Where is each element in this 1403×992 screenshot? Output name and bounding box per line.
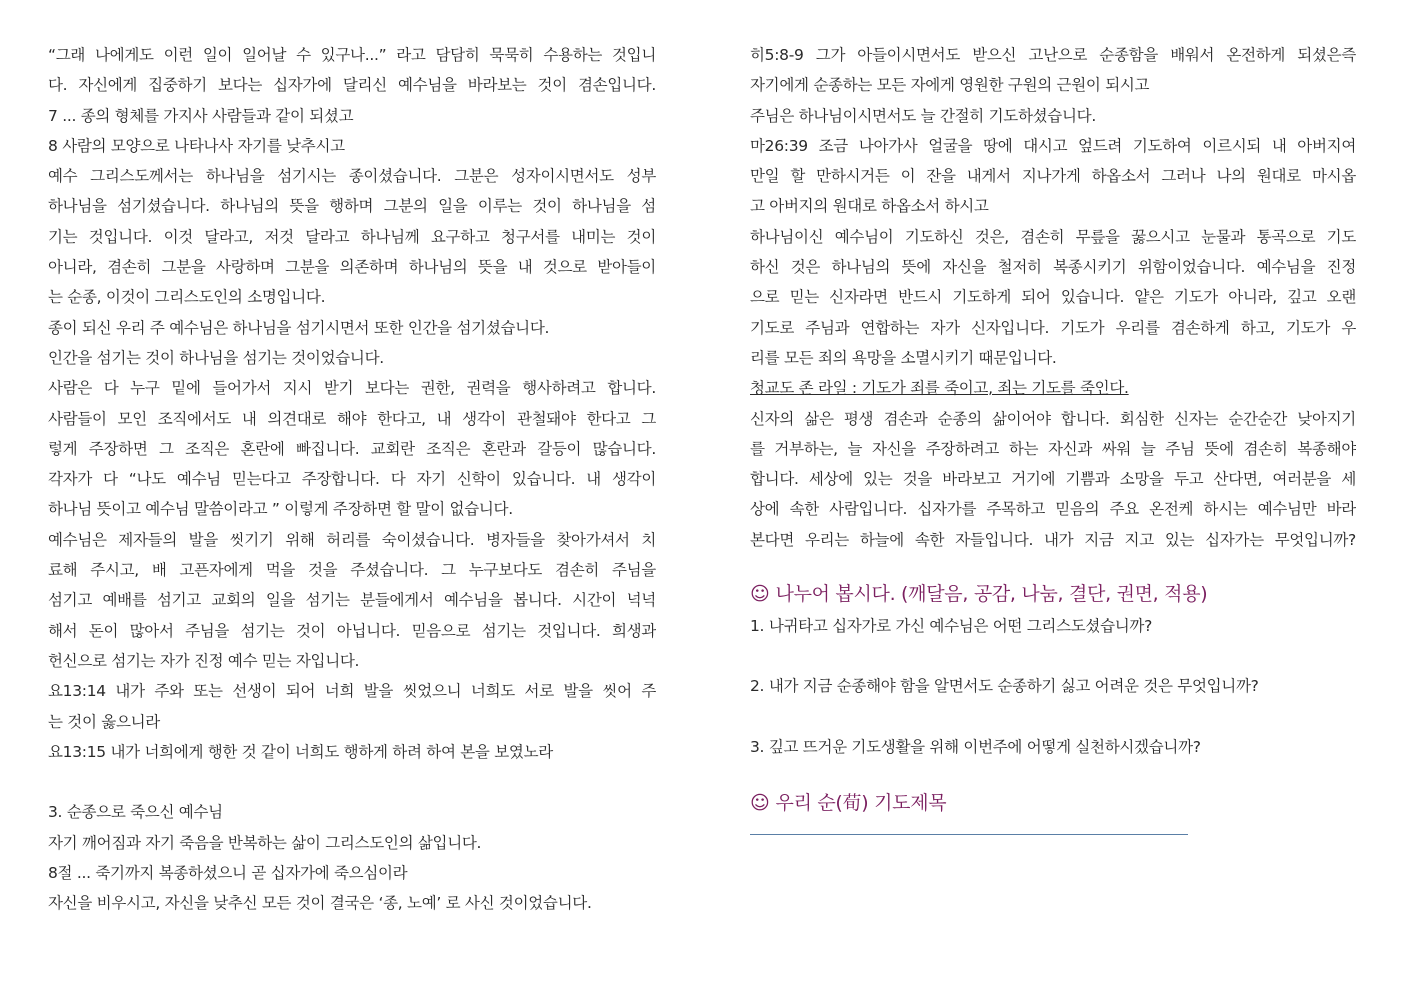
question-1: 1. 나귀타고 십자가로 가신 예수님은 어떤 그리스도셨습니까? [750,617,1153,636]
body-line: 렇게 주장하면 그 조직은 혼란에 빠집니다. 교회란 조직은 혼란과 갈등이 많습니다. [48,439,656,458]
scripture-line: 는 것이 옳으니라 [48,712,160,731]
body-line: 사람은 다 누구 밑에 들어가서 지시 받기 보다는 권한, 권력을 행사하려고 합니다. [48,379,656,398]
body-line: “그래 나에게도 이런 일이 일어날 수 있구나...” 라고 담담히 묵묵히 수용하는 것입니 [48,46,656,64]
body-line: 예수 그리스도께서는 하나님을 섬기시는 종이셨습니다. 그분은 성자이시면서도 성부 [48,167,656,186]
prayer-heading-text: 우리 순(荀) 기도제목 [775,791,947,814]
body-line: 주님은 하나님이시면서도 늘 간절히 기도하셨습니다. [750,106,1096,125]
body-line: 신자의 삶은 평생 겸손과 순종의 삶이어야 합니다. 회심한 신자는 순간순간 낮아지기 [750,409,1356,428]
prayer-heading [750,786,1356,820]
body-line: 다. 자신에게 집중하기 보다는 십자가에 달리신 예수님을 바라보는 것이 겸손입니다. [48,76,656,95]
underlined-quote: 청교도 존 라일 : 기도가 죄를 죽이고, 죄는 기도를 죽인다. [750,379,1129,398]
blank-line [48,767,656,797]
body-line: 상에 속한 사람입니다. 십자가를 주목하고 믿음의 주요 온전케 하시는 예수님만 바라 [750,500,1356,519]
quote-line [750,373,1356,403]
body-line: 는 순종, 이것이 그리스도인의 소명입니다. [48,288,326,307]
question-2: 2. 내가 지금 순종해야 함을 알면서도 순종하기 싫고 어려운 것은 무엇입니까? [750,677,1259,696]
scripture-line: 마26:39 조금 나아가사 얼굴을 땅에 대시고 엎드려 기도하여 이르시되 내 아버지여 [750,136,1356,155]
prayer-writing-rule [750,834,1188,835]
scripture-line: 고 아버지의 원대로 하옵소서 하시고 [750,197,989,216]
body-line: 사람들이 모인 조직에서도 내 의견대로 해야 한다고, 내 생각이 관철돼야 한다고 그 [48,409,656,428]
body-line: 인간을 섬기는 것이 하나님을 섬기는 것이었습니다. [48,348,384,367]
smiley-icon: ☺ [750,791,770,814]
scripture-line: 8 사람의 모양으로 나타나사 자기를 낮추시고 [48,136,345,155]
body-line: 하신 것은 하나님의 뜻에 자신을 철저히 복종시키기 위함이었습니다. 예수님을 진정 [750,258,1356,277]
body-line: 종이 되신 우리 주 예수님은 하나님을 섬기시면서 또한 인간을 섬기셨습니다. [48,318,550,337]
body-line: 기도로 주님과 연합하는 자가 신자입니다. 기도가 우리를 겸손하게 하고, 기도가 우 [750,318,1356,337]
body-line: 료해 주시고, 배 고픈자에게 먹을 것을 주셨습니다. 그 누구보다도 겸손히 주님을 [48,561,656,580]
question-3: 3. 깊고 뜨거운 기도생활을 위해 이번주에 어떻게 실천하시겠습니까? [750,737,1201,756]
body-line: 섬기고 예배를 섬기고 교회의 일을 섬기는 분들에게서 예수님을 봅니다. 시간이 넉넉 [48,591,656,610]
body-line: 으로 믿는 신자라면 반드시 기도하게 되어 있습니다. 얕은 기도가 아니라, 깊고 오랜 [750,288,1356,307]
left-column [48,40,656,919]
share-heading-text: 나누어 봅시다. (깨달음, 공감, 나눔, 결단, 권면, 적용) [775,583,1208,606]
scripture-line: 요13:15 내가 너희에게 행한 것 같이 너희도 행하게 하려 하여 본을 보였노라 [48,742,553,761]
scripture-line: 요13:14 내가 주와 또는 선생이 되어 너희 발을 씻었으니 너희도 서로 발을 씻어 주 [48,682,656,701]
body-line: 아니라, 겸손히 그분을 사랑하며 그분을 의존하며 하나님의 뜻을 내 것으로 받아들이 [48,258,656,277]
scripture-line: 자기에게 순종하는 모든 자에게 영원한 구원의 근원이 되시고 [750,76,1150,95]
body-line: 하나님을 섬기셨습니다. 하나님의 뜻을 행하며 그분의 일을 이루는 것이 하나님을 섬 [48,197,656,216]
right-column [750,40,1356,835]
share-heading [750,577,1356,611]
scripture-line: 만일 할 만하시거든 이 잔을 내게서 지나가게 하옵소서 그러나 나의 원대로 마시옵 [750,167,1356,186]
body-line: 기는 것입니다. 이것 달라고, 저것 달라고 하나님께 요구하고 청구서를 내미는 것이 [48,227,656,246]
body-line: 예수님은 제자들의 발을 씻기기 위해 허리를 숙이셨습니다. 병자들을 찾아가셔서 치 [48,530,656,549]
body-line: 합니다. 세상에 있는 것을 바라보고 거기에 기쁨과 소망을 두고 산다면, 여러분을 세 [750,470,1356,489]
body-line: 헌신으로 섬기는 자가 진정 예수 믿는 자입니다. [48,651,360,670]
body-line: 각자가 다 “나도 예수님 믿는다고 주장합니다. 다 자기 신학이 있습니다. 내 생각이 [48,470,656,489]
body-line: 하나님 뜻이고 예수님 말씀이라고 ” 이렇게 주장하면 할 말이 없습니다. [48,500,513,519]
body-line: 하나님이신 예수님이 기도하신 것은, 겸손히 무릎을 꿇으시고 눈물과 통곡으로 기도 [750,227,1356,246]
body-line: 본다면 우리는 하늘에 속한 자들입니다. 내가 지금 지고 있는 십자가는 무엇입니까? [750,530,1356,549]
body-line: 해서 돈이 많아서 주님을 섬기는 것이 아닙니다. 믿음으로 섬기는 것입니다. 희생과 [48,621,656,640]
smiley-icon: ☺ [750,583,770,606]
body-line: 리를 모든 죄의 욕망을 소멸시키기 때문입니다. [750,348,1057,367]
body-line: 자기 깨어짐과 자기 죽음을 반복하는 삶이 그리스도인의 삶입니다. [48,833,482,852]
scripture-line: 7 ... 종의 형체를 가지사 사람들과 같이 되셨고 [48,106,354,125]
body-line: 자신을 비우시고, 자신을 낮추신 모든 것이 결국은 ‘종, 노예’ 로 사신 것이었습니다. [48,894,592,913]
section-title: 3. 순종으로 죽으신 예수님 [48,803,223,822]
body-line: 를 거부하는, 늘 자신을 주장하려고 하는 자신과 싸워 늘 주님 뜻에 겸손히 복종해야 [750,439,1356,458]
scripture-line: 8절 ... 죽기까지 복종하셨으니 곧 십자가에 죽으심이라 [48,864,408,883]
scripture-line: 히5:8-9 그가 아들이시면서도 받으신 고난으로 순종함을 배워서 온전하게 되셨은즉 [750,46,1356,64]
